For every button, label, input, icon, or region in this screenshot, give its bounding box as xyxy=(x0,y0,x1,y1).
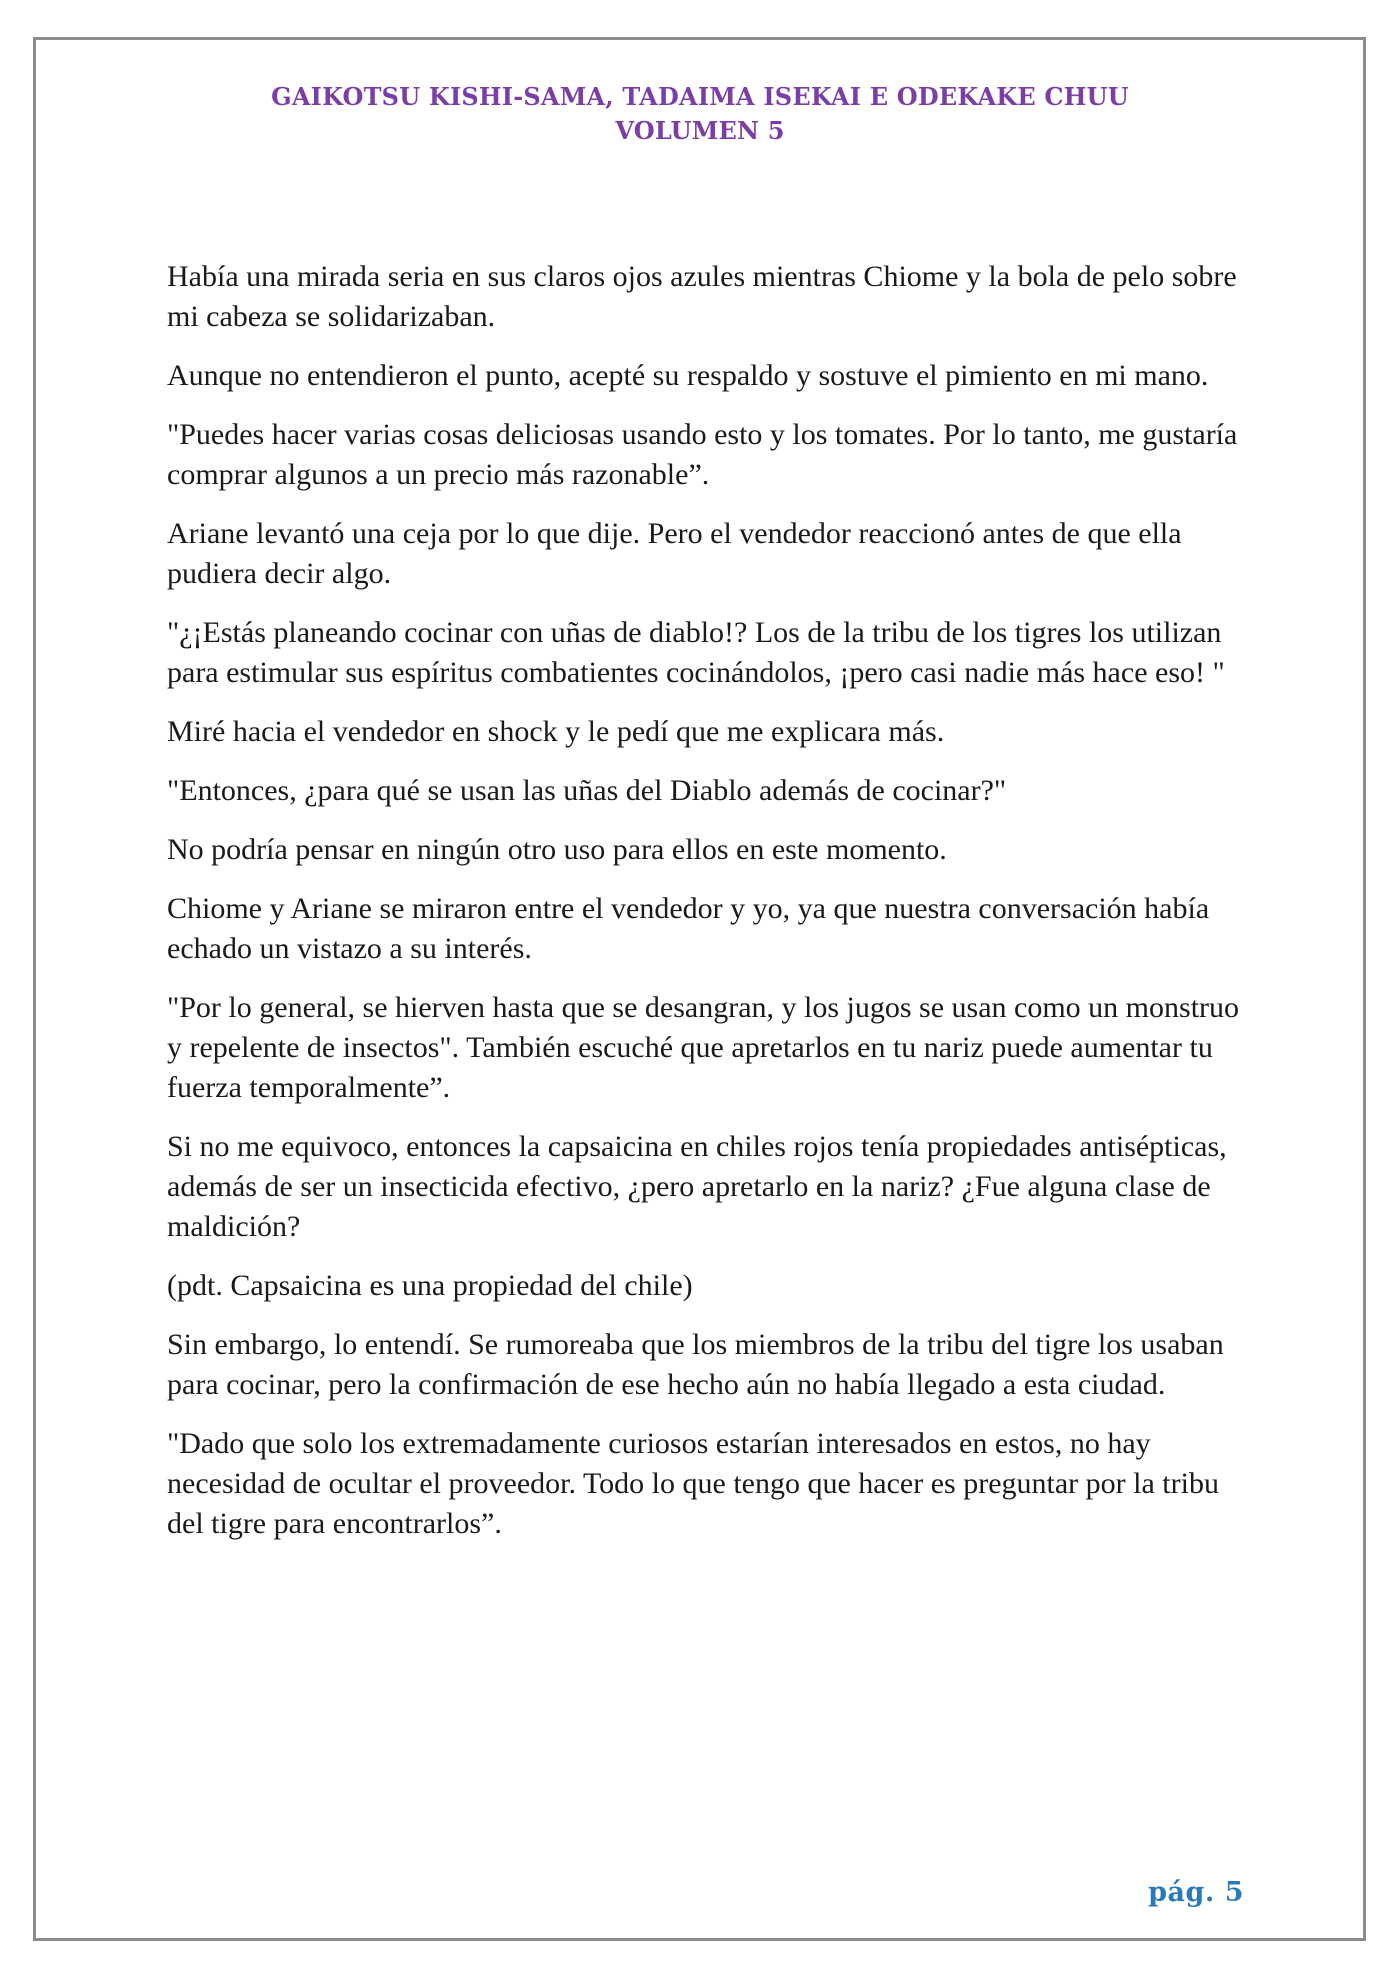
paragraph: "Por lo general, se hierven hasta que se desangran, y los jugos se usan como un monstruo y repelente de insectos". También escuché que apretarlos en tu nariz puede aumentar tu fuerza temporalmente”. xyxy=(167,991,1240,1104)
paragraph: Si no me equivoco, entonces la capsaicina en chiles rojos tenía propiedades antisépticas, además de ser un insecticida efectivo, ¿pero apretarlo en la nariz? ¿Fue alguna clase de maldición? xyxy=(167,1130,1227,1243)
paragraph: Miré hacia el vendedor en shock y le pedí que me explicara más. xyxy=(167,715,945,748)
paragraph: No podría pensar en ningún otro uso para ellos en este momento. xyxy=(167,833,947,866)
document-body xyxy=(167,257,1247,1563)
paragraph: "Dado que solo los extremadamente curiosos estarían interesados en estos, no hay necesidad de ocultar el proveedor. Todo lo que tengo que hacer es preguntar por la tribu del tigre para encontrarlos”. xyxy=(167,1427,1219,1540)
header-title: GAIKOTSU KISHI-SAMA, TADAIMA ISEKAI E ODEKAKE CHUU xyxy=(271,82,1129,111)
paragraph: "Entonces, ¿para qué se usan las uñas del Diablo además de cocinar?" xyxy=(167,774,1007,807)
document-header xyxy=(0,80,1400,148)
paragraph: Aunque no entendieron el punto, acepté su respaldo y sostuve el pimiento en mi mano. xyxy=(167,359,1209,392)
paragraph: Ariane levantó una ceja por lo que dije. Pero el vendedor reaccionó antes de que ella pudiera decir algo. xyxy=(167,517,1182,590)
paragraph: "Puedes hacer varias cosas deliciosas usando esto y los tomates. Por lo tanto, me gustaría comprar algunos a un precio más razonable”. xyxy=(167,418,1238,491)
header-volume: VOLUMEN 5 xyxy=(615,116,785,145)
paragraph: Chiome y Ariane se miraron entre el vendedor y yo, ya que nuestra conversación había echado un vistazo a su interés. xyxy=(167,892,1210,965)
paragraph: (pdt. Capsaicina es una propiedad del chile) xyxy=(167,1269,693,1302)
page-number: pág. 5 xyxy=(1148,1877,1244,1908)
paragraph: Sin embargo, lo entendí. Se rumoreaba que los miembros de la tribu del tigre los usaban para cocinar, pero la confirmación de ese hecho aún no había llegado a esta ciudad. xyxy=(167,1328,1224,1401)
paragraph: Había una mirada seria en sus claros ojos azules mientras Chiome y la bola de pelo sobre mi cabeza se solidarizaban. xyxy=(167,260,1237,333)
paragraph: "¿¡Estás planeando cocinar con uñas de diablo!? Los de la tribu de los tigres los utilizan para estimular sus espíritus combatientes cocinándolos, ¡pero casi nadie más hace eso! " xyxy=(167,616,1225,689)
